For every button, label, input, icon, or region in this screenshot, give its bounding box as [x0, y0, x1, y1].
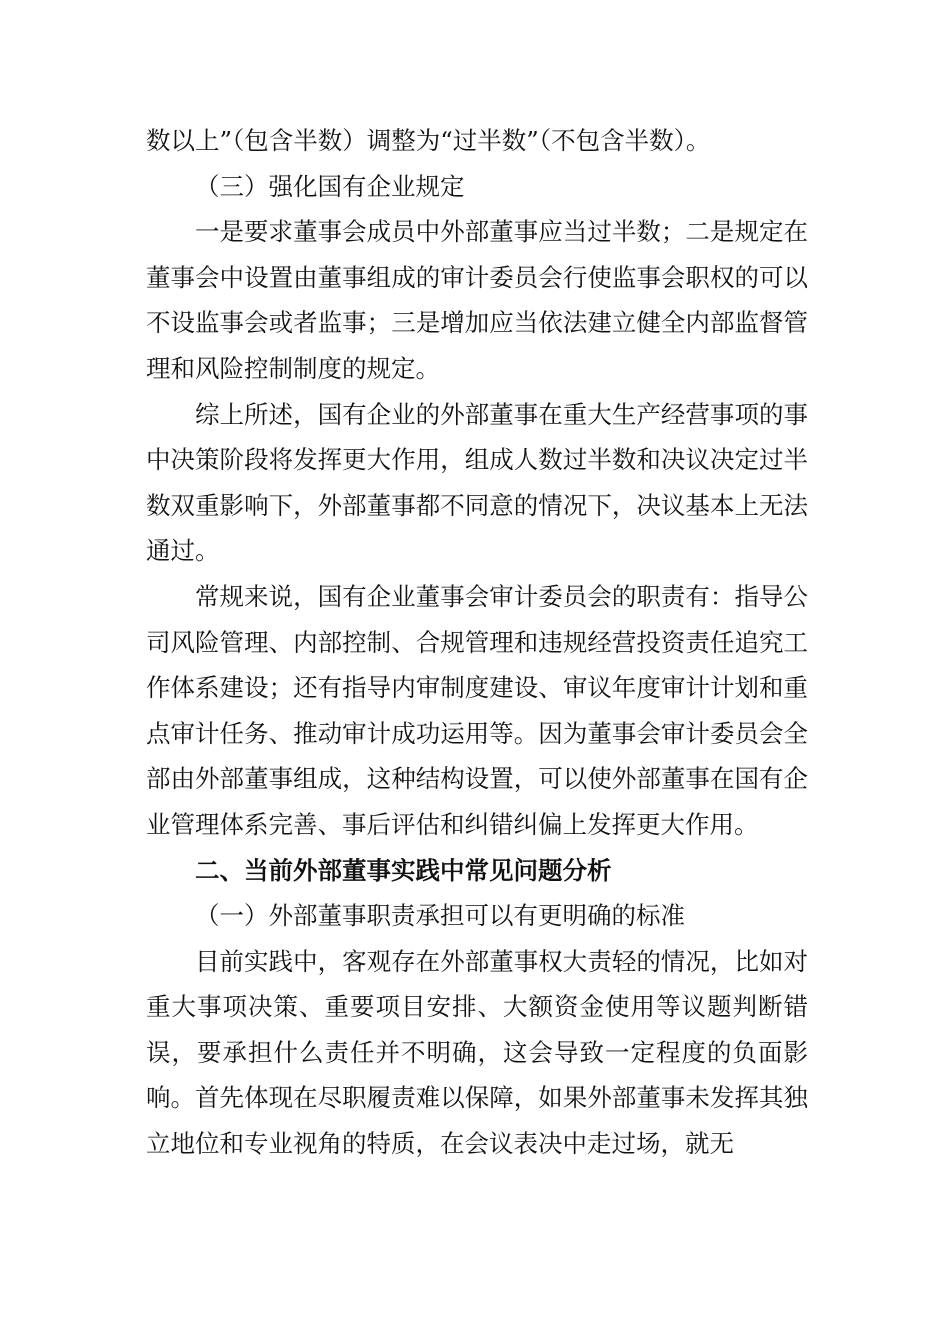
section-heading-problem-analysis: 二、当前外部董事实践中常见问题分析 [195, 855, 612, 885]
document-page [146, 118, 808, 1167]
paragraph-body: 综上所述，国有企业的外部董事在重大生产经营事项的事中决策阶段将发挥更大作用，组成人数过半数和决议决定过半数双重影响下，外部董事都不同意的情况下，决议基本上无法通过。 [146, 399, 808, 566]
subheading-clearer-standards: （一）外部董事职责承担可以有更明确的标准 [195, 901, 685, 931]
paragraph-continuation: 数以上”（包含半数）调整为“过半数”（不包含半数）。 [146, 126, 711, 155]
paragraph-body: 目前实践中，客观存在外部董事权大责轻的情况，比如对重大事项决策、重要项目安排、大额资金使用等议题判断错误，要承担什么责任并不明确，这会导致一定程度的负面影响。首先体现在尽职履责难以保障，如果外部董事未发挥其独立地位和专业视角的特质，在会议表决中走过场，就无 [146, 946, 808, 1159]
paragraph-body: 常规来说，国有企业董事会审计委员会的职责有：指导公司风险管理、内部控制、合规管理和违规经营投资责任追究工作体系建设；还有指导内审制度建设、审议年度审计计划和重点审计任务、推动审计成功运用等。因为董事会审计委员会全部由外部董事组成，这种结构设置，可以使外部董事在国有企业管理体系完善、事后评估和纠错纠偏上发挥更大作用。 [146, 581, 808, 839]
paragraph-body: 一是要求董事会成员中外部董事应当过半数；二是规定在董事会中设置由董事组成的审计委员会行使监事会职权的可以不设监事会或者监事；三是增加应当依法建立健全内部监督管理和风险控制制度的规定。 [146, 217, 808, 383]
subheading-strengthen-soe-rules: （三）强化国有企业规定 [195, 171, 465, 201]
